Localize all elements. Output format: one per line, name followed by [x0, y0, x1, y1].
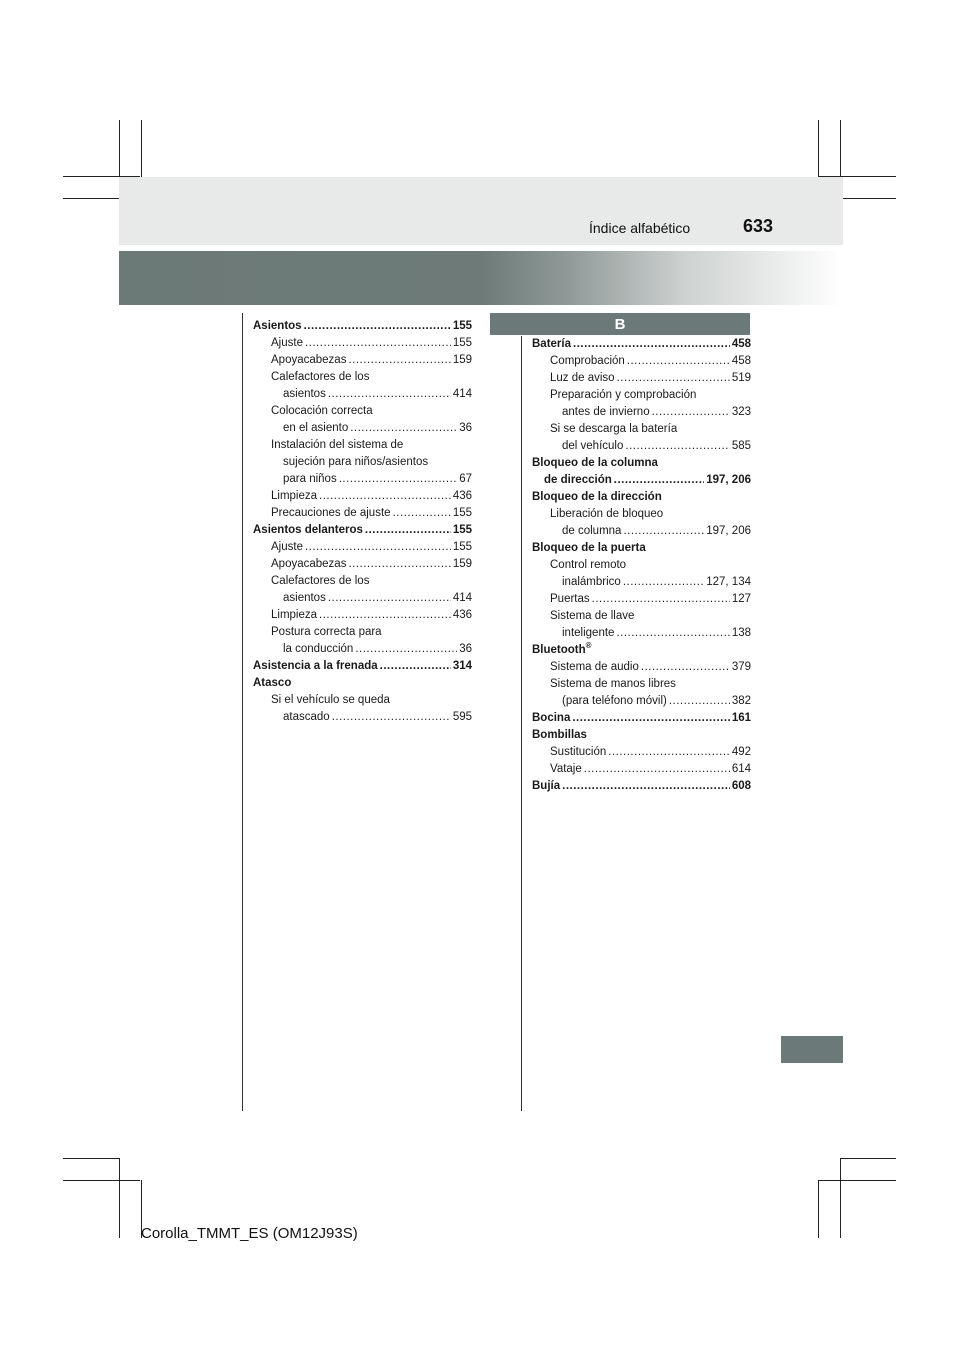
- index-entry-text: Preparación y comprobación: [550, 389, 697, 401]
- index-entry-text: Calefactores de los: [271, 371, 370, 383]
- column-divider-middle: [521, 336, 522, 1111]
- crop-mark: [840, 1158, 841, 1238]
- index-entry: del vehículo ..... 585: [532, 438, 751, 455]
- index-entry: Bujía ..... 608: [532, 778, 751, 795]
- index-entry: antes de invierno ..... 323: [532, 404, 751, 421]
- index-entry-text: Calefactores de los: [271, 575, 370, 587]
- index-entry-text: Bombillas: [532, 729, 587, 741]
- index-entry: Sistema de audio ..... 379: [532, 659, 751, 676]
- index-entry-text: Bloqueo de la columna: [532, 457, 658, 469]
- index-entry: Apoyacabezas ..... 159: [253, 352, 472, 369]
- index-entry-text: sujeción para niños/asientos: [283, 456, 429, 468]
- index-entry-text: Sistema de llave: [550, 610, 635, 622]
- bluetooth-label: Bluetooth: [532, 644, 586, 656]
- index-entry: Luz de aviso ..... 519: [532, 370, 751, 387]
- index-entry: para niños ..... 67: [253, 471, 472, 488]
- column-divider-left: [242, 313, 243, 1111]
- index-entry: Limpieza ..... 436: [253, 607, 472, 624]
- page-title: Índice alfabético: [589, 220, 691, 236]
- index-entry: Ajuste ..... 155: [253, 539, 472, 556]
- index-entry-text: [532, 642, 751, 659]
- crop-mark: [63, 198, 119, 199]
- index-entry-text: Colocación correcta: [271, 405, 373, 417]
- index-entry: inteligente ..... 138: [532, 625, 751, 642]
- index-entry: Apoyacabezas ..... 159: [253, 556, 472, 573]
- index-entry: Comprobación ..... 458: [532, 353, 751, 370]
- index-entry: Sustitución ..... 492: [532, 744, 751, 761]
- crop-mark: [840, 198, 896, 199]
- index-entry-text: Sistema de manos libres: [550, 678, 676, 690]
- crop-mark: [119, 1158, 120, 1238]
- index-entry-text: Atasco: [253, 677, 292, 689]
- index-entry-text: Si se descarga la batería: [550, 423, 678, 435]
- index-entry: Asistencia a la frenada ..... 314: [253, 658, 472, 675]
- section-letter-b: B: [490, 313, 750, 335]
- crop-mark: [63, 1158, 119, 1159]
- crop-mark: [818, 120, 819, 177]
- header-gradient-bar: [119, 251, 843, 305]
- footer-document-id: Corolla_TMMT_ES (OM12J93S): [141, 1225, 358, 1242]
- index-entry: Asientos delanteros ..... 155: [253, 522, 472, 539]
- index-entry-text: Postura correcta para: [271, 626, 382, 638]
- header-band: [119, 177, 843, 245]
- index-entry: Limpieza ..... 436: [253, 488, 472, 505]
- registered-mark: ®: [585, 641, 592, 651]
- index-entry: Asientos ..... 155: [253, 318, 472, 335]
- index-entry: Precauciones de ajuste ..... 155: [253, 505, 472, 522]
- chapter-tab: [781, 1036, 843, 1063]
- index-entry: inalámbrico ..... 127, 134: [532, 574, 751, 591]
- crop-mark: [840, 1158, 896, 1159]
- index-entry: Puertas ..... 127: [532, 591, 751, 608]
- index-entry: Ajuste ..... 155: [253, 335, 472, 352]
- index-entry: Bocina ..... 161: [532, 710, 751, 727]
- index-entry-text: Bloqueo de la dirección: [532, 491, 662, 503]
- index-column-left: [253, 318, 472, 726]
- index-entry: atascado ..... 595: [253, 709, 472, 726]
- index-entry-text: Bloqueo de la puerta: [532, 542, 646, 554]
- index-entry: asientos ..... 414: [253, 590, 472, 607]
- index-entry: la conducción ..... 36: [253, 641, 472, 658]
- index-entry: Batería ..... 458: [532, 336, 751, 353]
- crop-mark: [818, 1180, 819, 1238]
- crop-mark: [819, 1180, 896, 1181]
- index-entry-text: Instalación del sistema de: [271, 439, 404, 451]
- index-entry-text: Control remoto: [550, 559, 627, 571]
- index-entry: (para teléfono móvil) ..... 382: [532, 693, 751, 710]
- index-entry-text: Si el vehículo se queda: [271, 694, 390, 706]
- index-column-right: [532, 336, 751, 795]
- crop-mark: [63, 1180, 140, 1181]
- page-number: 633: [743, 216, 774, 236]
- index-entry: Vataje ..... 614: [532, 761, 751, 778]
- index-entry: en el asiento ..... 36: [253, 420, 472, 437]
- index-entry: de dirección ..... 197, 206: [532, 472, 751, 489]
- index-entry: de columna ..... 197, 206: [532, 523, 751, 540]
- index-entry: asientos ..... 414: [253, 386, 472, 403]
- index-entry-text: Liberación de bloqueo: [550, 508, 664, 520]
- crop-mark: [141, 120, 142, 177]
